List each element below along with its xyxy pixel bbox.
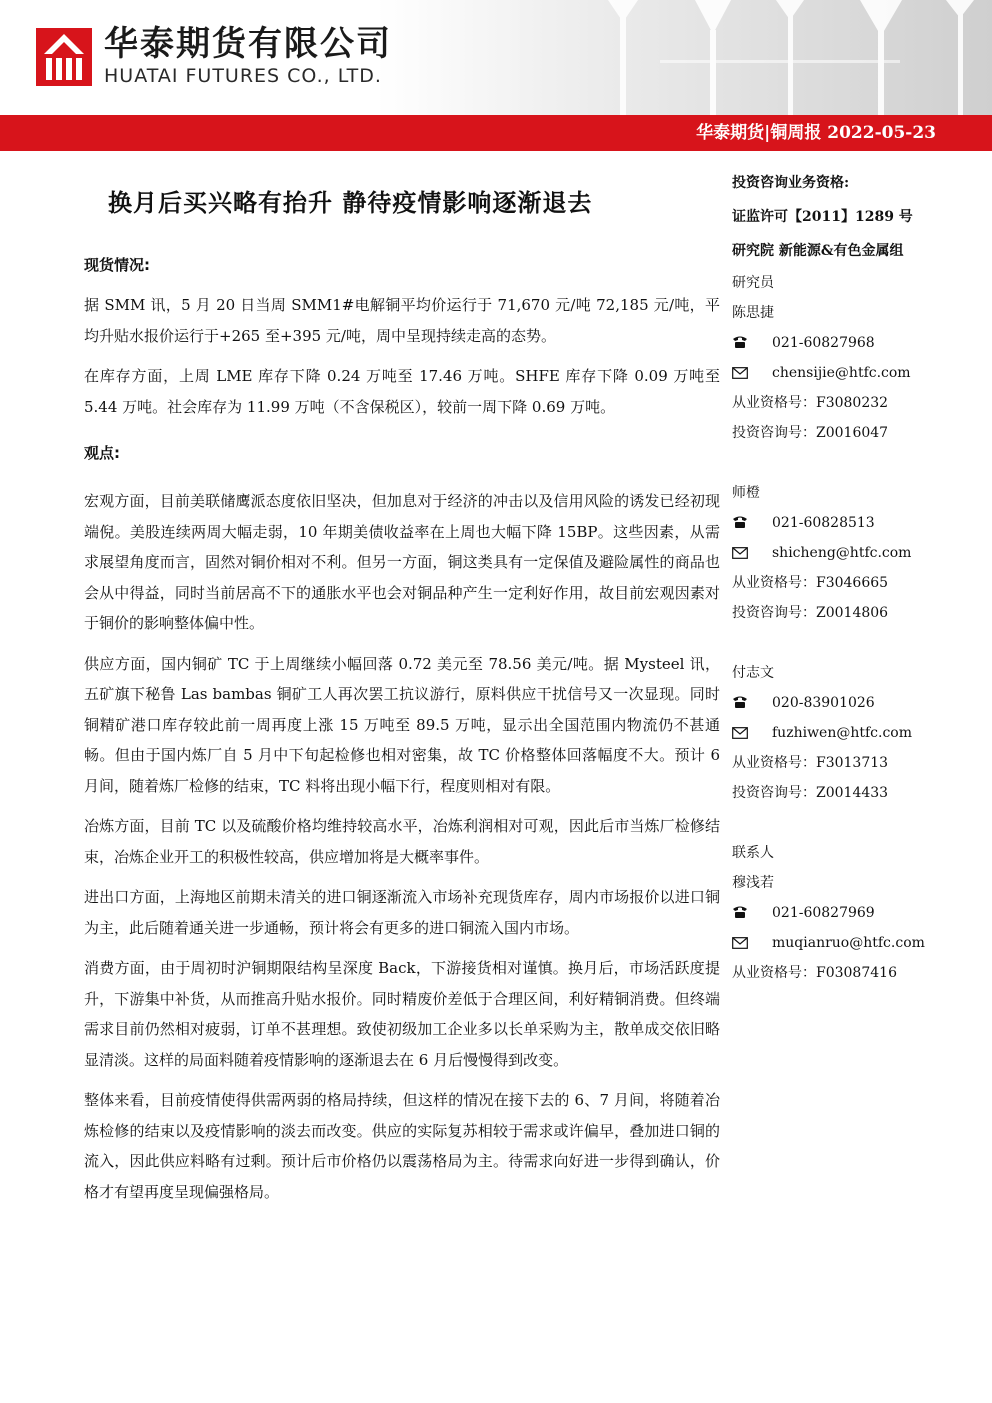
company-name-cn: 华泰期货有限公司 <box>104 24 392 64</box>
spot-paragraph: 据 SMM 讯，5 月 20 日当周 SMM1#电解铜平均价运行于 71,670 元/吨 72,185 元/吨，平均升贴水报价运行于+265 至+395 元/吨，周中呈现持续走高的态势。 <box>84 296 720 345</box>
cert-number: 从业资格号：F3013713 <box>732 755 889 771</box>
analyst-sidebar <box>732 166 982 988</box>
view-paragraph: 供应方面，国内铜矿 TC 于上周继续小幅回落 0.72 美元至 78.56 美元/吨。据 Mysteel 讯，五矿旗下秘鲁 Las bambas 铜矿工人再次罢工抗议游行，原料供应干扰信号又一次显现。同时铜精矿港口库存较此前一周再度上涨 15 万吨至 89.5 万吨，显示出全国范围内物流仍不甚通畅。但由于国内炼厂自 5 月中下旬起检修也相对密集，故 TC 价格整体回落幅度不大。预计 6 月间，随着炼厂检修的结束，TC 料将出现小幅下行，程度则相对有限。 <box>84 654 720 795</box>
researcher-name: 师橙 <box>732 485 760 501</box>
cert-number: 从业资格号：F3046665 <box>732 575 889 591</box>
company-name-en: HUATAI FUTURES CO., LTD. <box>104 65 382 87</box>
view-paragraph: 冶炼方面，目前 TC 以及硫酸价格均维持较高水平，冶炼利润相对可观，因此后市当炼厂检修结束，冶炼企业开工的积极性较高，供应增加将是大概率事件。 <box>84 817 720 866</box>
qualification-line: 证监许可【2011】1289 号 <box>732 209 913 225</box>
report-banner-text: 华泰期货|铜周报 2022-05-23 <box>696 123 936 143</box>
advisory-number: 投资咨询号：Z0014433 <box>732 785 889 801</box>
email-address[interactable]: muqianruo@htfc.com <box>772 935 925 951</box>
researcher-phone-row <box>732 688 982 718</box>
phone-number: 021-60827968 <box>772 335 875 351</box>
section-heading-spot: 现货情况: <box>84 256 150 274</box>
phone-icon <box>732 898 772 928</box>
researcher-email-row <box>732 718 982 748</box>
view-paragraph: 整体来看，目前疫情使得供需两弱的格局持续，但这样的情况在接下去的 6、7 月间，将随着冶炼检修的结束以及疫情影响的淡去而改变。供应的实际复苏相较于需求或许偏早，叠加进口铜的流入，因此供应料略有过剩。预计后市价格仍以震荡格局为主。待需求向好进一步得到确认，价格才有望再度呈现偏强格局。 <box>84 1091 720 1201</box>
researcher-phone-row <box>732 508 982 538</box>
phone-icon <box>732 688 772 718</box>
email-icon <box>732 928 772 958</box>
email-icon <box>732 718 772 748</box>
contact-phone-row <box>732 898 982 928</box>
view-paragraph: 宏观方面，目前美联储鹰派态度依旧坚决，但加息对于经济的冲击以及信用风险的诱发已经初现端倪。美股连续两周大幅走弱，10 年期美债收益率在上周也大幅下降 15BP。这些因素，从需求展望角度而言，固然对铜价相对不利。但另一方面，铜这类具有一定保值及避险属性的商品也会从中得益，同时当前居高不下的通胀水平也会对铜品种产生一定利好作用，故目前宏观因素对于铜价的影响整体偏中性。 <box>84 492 720 632</box>
email-icon <box>732 538 772 568</box>
contact-email-row <box>732 928 982 958</box>
page-header <box>0 0 992 115</box>
qualification-line: 研究院 新能源&有色金属组 <box>732 243 904 259</box>
cert-number: 从业资格号：F3080232 <box>732 395 889 411</box>
email-address[interactable]: chensijie@htfc.com <box>772 365 911 381</box>
researcher-name: 陈思捷 <box>732 305 774 321</box>
cert-number: 从业资格号：F03087416 <box>732 965 897 981</box>
view-paragraph: 消费方面，由于周初时沪铜期限结构呈深度 Back，下游接货相对谨慎。换月后，市场活跃度提升，下游集中补货，从而推高升贴水报价。同时精废价差低于合理区间，利好精铜消费。但终端需求目前仍然相对疲弱，订单不甚理想。致使初级加工企业多以长单采购为主，散单成交依旧略显清淡。这样的局面料随着疫情影响的逐渐退去在 6 月后慢慢得到改变。 <box>84 959 720 1069</box>
researcher-label: 研究员 <box>732 275 774 291</box>
contact-label: 联系人 <box>732 845 774 861</box>
email-address[interactable]: fuzhiwen@htfc.com <box>772 725 913 741</box>
company-logo-icon <box>36 28 92 86</box>
email-address[interactable]: shicheng@htfc.com <box>772 545 912 561</box>
report-banner <box>0 115 992 151</box>
email-icon <box>732 358 772 388</box>
report-title: 换月后买兴略有抬升 静待疫情影响逐渐退去 <box>108 188 593 217</box>
qualification-line: 投资咨询业务资格: <box>732 175 850 191</box>
view-paragraph: 进出口方面，上海地区前期未清关的进口铜逐渐流入市场补充现货库存，周内市场报价以进口铜为主，此后随着通关进一步通畅，预计将会有更多的进口铜流入国内市场。 <box>84 888 720 937</box>
section-heading-view: 观点: <box>84 444 120 462</box>
advisory-number: 投资咨询号：Z0014806 <box>732 605 889 621</box>
report-body <box>84 186 720 1217</box>
phone-number: 021-60828513 <box>772 515 875 531</box>
phone-number: 020-83901026 <box>772 695 875 711</box>
researcher-email-row <box>732 358 982 388</box>
phone-number: 021-60827969 <box>772 905 875 921</box>
contact-name: 穆浅若 <box>732 875 774 891</box>
researcher-name: 付志文 <box>732 665 774 681</box>
researcher-phone-row <box>732 328 982 358</box>
researcher-email-row <box>732 538 982 568</box>
header-decoration <box>560 0 992 115</box>
advisory-number: 投资咨询号：Z0016047 <box>732 425 889 441</box>
phone-icon <box>732 508 772 538</box>
phone-icon <box>732 328 772 358</box>
spot-paragraph: 在库存方面，上周 LME 库存下降 0.24 万吨至 17.46 万吨。SHFE 库存下降 0.09 万吨至 5.44 万吨。社会库存为 11.99 万吨（不含保税区），较前一周下降 0.69 万吨。 <box>84 367 720 416</box>
